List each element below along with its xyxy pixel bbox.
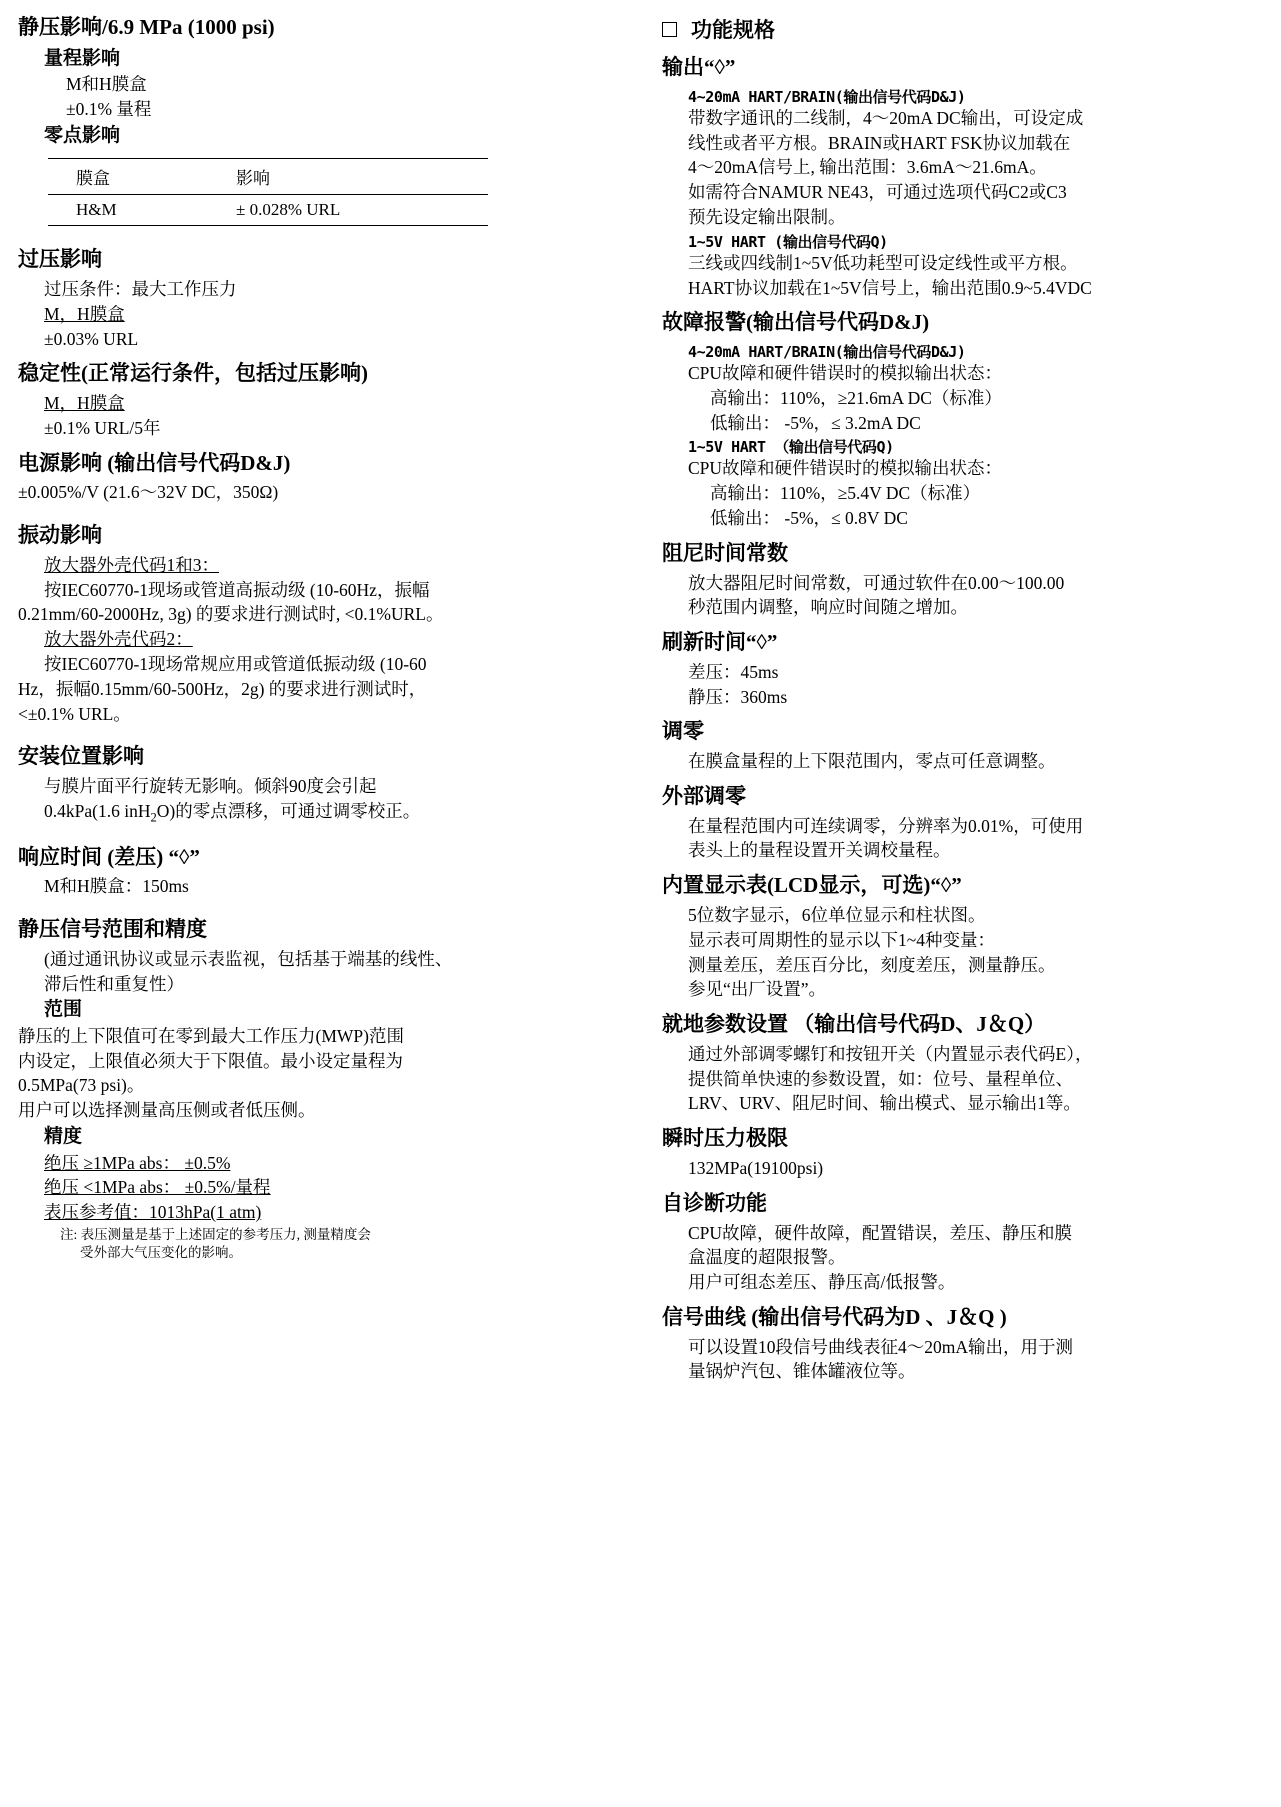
mounting-line-2-b: O)的零点漂移，可通过调零校正。 (156, 800, 421, 821)
sp-range-r1: 静压的上下限值可在零到最大工作压力(MWP)范围 (18, 1025, 404, 1046)
fault-alarm-line-1: CPU故障和硬件错误时的模拟输出状态： (688, 363, 1003, 384)
overpressure-title: 过压影响 (18, 247, 102, 272)
signal-curve-section (662, 1304, 1252, 1384)
table-cell-effect: ± 0.028% URL (206, 195, 488, 226)
sp-accuracy-line-1: 绝压 ≥1MPa abs： ±0.5% (44, 1152, 231, 1173)
update-time-title: 刷新时间“◊” (662, 630, 778, 655)
power-supply-title: 电源影响 (输出信号代码D&J) (18, 450, 291, 475)
stability-line-2: ±0.1% URL/5年 (44, 417, 161, 438)
sp-range-r2: 内设定，上限值必须大于下限值。最小设定量程为 (18, 1050, 403, 1071)
fault-alarm-subtitle-2: 1~5V HART （输出信号代码Q) (688, 438, 894, 457)
mounting-line-1: 与膜片面平行旋转无影响。倾斜90度会引起 (44, 776, 377, 797)
external-zero-line-2: 表头上的量程设置开关调校量程。 (688, 840, 951, 861)
fault-alarm-line-2: 高输出：110%，≥21.6mA DC（标准） (710, 387, 1002, 408)
fault-alarm-title: 故障报警(输出信号代码D&J) (662, 310, 930, 335)
damping-line-1: 放大器阻尼时间常数，可通过软件在0.00～100.00 (688, 572, 1065, 593)
zero-adjust-title: 调零 (662, 719, 704, 744)
lcd-line-4: 参见“出厂设置”。 (688, 979, 827, 1000)
response-time-title: 响应时间 (差压) “◊” (18, 844, 200, 869)
lcd-display-section (662, 872, 1252, 1002)
square-bullet-icon (662, 22, 677, 37)
response-time-section (18, 844, 608, 900)
mounting-position-section (18, 743, 608, 826)
vibration-section (18, 522, 608, 726)
self-diagnostics-section (662, 1190, 1252, 1295)
zero-effect-title: 零点影响 (44, 124, 121, 146)
output-line-6: 三线或四线制1~5V低功耗型可设定线性或平方根。 (688, 252, 1078, 273)
vibration-p1-line-1: 按IEC60770-1现场或管道高振动级 (10-60Hz，振幅 (44, 579, 430, 600)
vibration-p1-line-2: 0.21mm/60-2000Hz, 3g) 的要求进行测试时, <0.1%URL。 (18, 604, 444, 625)
sp-accuracy-note-1: 注: 表压测量是基于上述固定的参考压力, 测量精度会 (60, 1226, 371, 1242)
static-pressure-range-section (18, 916, 608, 1262)
power-supply-line-1: ±0.005%/V (21.6～32V DC，350Ω) (18, 482, 279, 503)
span-effect-line-1: M和H膜盒 (66, 74, 147, 95)
self-diagnostics-line-1: CPU故障，硬件故障，配置错误，差压、静压和膜 (688, 1222, 1073, 1243)
static-pressure-title: 静压影响/6.9 MPa (1000 psi) (18, 15, 275, 39)
mounting-line-2 (44, 800, 608, 827)
output-line-2: 线性或者平方根。BRAIN或HART FSK协议加载在 (688, 132, 1071, 153)
fault-alarm-line-6: 低输出： -5%，≤ 0.8V DC (710, 508, 908, 528)
fault-alarm-section (662, 309, 1252, 531)
table-row (48, 195, 488, 226)
transient-pressure-line-1: 132MPa(19100psi) (688, 1157, 824, 1178)
damping-section (662, 540, 1252, 620)
vibration-p2-line-3: <±0.1% URL。 (18, 703, 131, 724)
local-parameter-section (662, 1011, 1252, 1116)
fault-alarm-line-3: 低输出： -5%，≤ 3.2mA DC (710, 412, 921, 433)
span-effect-title: 量程影响 (44, 47, 121, 69)
self-diagnostics-line-3: 用户可组态差压、静压高/低报警。 (688, 1272, 956, 1293)
signal-curve-title: 信号曲线 (输出信号代码为D 、J＆Q ) (662, 1304, 1007, 1329)
update-time-section (662, 629, 1252, 709)
vibration-p2-line-1: 按IEC60770-1现场常规应用或管道低振动级 (10-60 (44, 654, 427, 675)
fault-alarm-subtitle-1: 4~20mA HART/BRAIN(输出信号代码D&J) (688, 343, 966, 362)
local-parameter-line-1: 通过外部调零螺钉和按钮开关（内置显示表代码E）， (688, 1043, 1093, 1064)
transient-pressure-section (662, 1125, 1252, 1181)
stability-line-1: M，H膜盒 (44, 393, 125, 414)
transient-pressure-title: 瞬时压力极限 (662, 1126, 788, 1151)
vibration-sub-1: 放大器外壳代码1和3： (44, 554, 219, 575)
output-section (662, 54, 1252, 300)
local-parameter-title: 就地参数设置 （输出信号代码D、J＆Q） (662, 1012, 1046, 1037)
external-zero-section (662, 783, 1252, 863)
local-parameter-line-3: LRV、URV、阻尼时间、输出模式、显示输出1等。 (688, 1093, 1081, 1114)
sp-range-r4: 用户可以选择测量高压侧或者低压侧。 (18, 1100, 316, 1121)
vibration-p2-line-2: Hz，振幅0.15mm/60-500Hz，2g) 的要求进行测试时， (18, 678, 427, 699)
sp-range-line-1: (通过通讯协议或显示表监视，包括基于端基的线性、 (44, 948, 453, 969)
functional-spec-heading (662, 14, 1252, 44)
zero-effect-table (48, 158, 488, 226)
table-header-capsule: 膜盒 (48, 159, 206, 195)
mounting-line-2-sub: 2 (150, 810, 157, 825)
mounting-position-title: 安装位置影响 (18, 744, 144, 769)
right-column (636, 14, 1252, 1807)
fault-alarm-line-5: 高输出：110%，≥5.4V DC（标准） (710, 483, 981, 504)
sp-range-title: 静压信号范围和精度 (18, 917, 207, 942)
stability-section (18, 360, 608, 440)
lcd-line-3: 测量差压，差压百分比，刻度差压，测量静压。 (688, 954, 1056, 975)
overpressure-line-3: ±0.03% URL (44, 328, 139, 349)
self-diagnostics-title: 自诊断功能 (662, 1190, 767, 1215)
table-header-row (48, 159, 488, 195)
overpressure-line-2: M，H膜盒 (44, 303, 125, 324)
table-header-effect: 影响 (206, 159, 488, 195)
signal-curve-line-2: 量锅炉汽包、锥体罐液位等。 (688, 1361, 916, 1382)
functional-spec-label: 功能规格 (691, 18, 775, 42)
update-time-line-2: 静压：360ms (688, 686, 788, 707)
output-subtitle-1: 4~20mA HART/BRAIN(输出信号代码D&J) (688, 87, 966, 106)
fault-alarm-line-4: CPU故障和硬件错误时的模拟输出状态： (688, 458, 1003, 479)
zero-adjust-line-1: 在膜盒量程的上下限范围内，零点可任意调整。 (688, 751, 1056, 772)
output-line-1: 带数字通讯的二线制，4～20mA DC输出，可设定成 (688, 107, 1084, 128)
output-line-5: 预先设定输出限制。 (688, 206, 846, 227)
lcd-line-1: 5位数字显示，6位单位显示和柱状图。 (688, 904, 986, 925)
sp-accuracy-line-2: 绝压 <1MPa abs： ±0.5%/量程 (44, 1177, 271, 1198)
vibration-sub-2: 放大器外壳代码2： (44, 629, 193, 650)
lcd-display-title: 内置显示表(LCD显示，可选)“◊” (662, 873, 962, 898)
sp-range-r3: 0.5MPa(73 psi)。 (18, 1075, 145, 1096)
output-subtitle-2: 1~5V HART (输出信号代码Q) (688, 232, 888, 251)
output-title: 输出“◊” (662, 55, 736, 79)
external-zero-line-1: 在量程范围内可连续调零，分辨率为0.01%，可使用 (688, 815, 1084, 836)
table-cell-capsule: H&M (48, 195, 206, 226)
span-effect-line-2: ±0.1% 量程 (66, 98, 152, 119)
damping-line-2: 秒范围内调整，响应时间随之增加。 (688, 597, 968, 618)
vibration-title: 振动影响 (18, 523, 102, 548)
signal-curve-line-1: 可以设置10段信号曲线表征4～20mA输出，用于测 (688, 1336, 1073, 1357)
lcd-line-2: 显示表可周期性的显示以下1~4种变量： (688, 929, 995, 950)
power-supply-section (18, 450, 608, 506)
update-time-line-1: 差压：45ms (688, 661, 779, 682)
output-line-4: 如需符合NAMUR NE43，可通过选项代码C2或C3 (688, 182, 1067, 203)
response-time-line-1: M和H膜盒：150ms (44, 876, 189, 897)
overpressure-line-1: 过压条件：最大工作压力 (44, 278, 237, 299)
self-diagnostics-line-2: 盒温度的超限报警。 (688, 1247, 846, 1268)
sp-accuracy-title: 精度 (44, 1126, 83, 1148)
mounting-line-2-a: 0.4kPa(1.6 inH (44, 800, 151, 821)
sp-range-line-2: 滞后性和重复性） (44, 973, 184, 994)
left-column (18, 14, 608, 1807)
static-pressure-section (18, 14, 608, 226)
zero-adjust-section (662, 718, 1252, 774)
output-line-7: HART协议加载在1~5V信号上，输出范围0.9~5.4VDC (688, 277, 1092, 298)
local-parameter-line-2: 提供简单快速的参数设置，如：位号、量程单位、 (688, 1068, 1073, 1089)
sp-accuracy-line-3: 表压参考值：1013hPa(1 atm) (44, 1202, 262, 1223)
sp-accuracy-note-2: 受外部大气压变化的影响。 (80, 1245, 242, 1261)
stability-title: 稳定性(正常运行条件，包括过压影响) (18, 361, 368, 386)
damping-title: 阻尼时间常数 (662, 540, 788, 565)
external-zero-title: 外部调零 (662, 783, 746, 808)
sp-range-sub-title: 范围 (44, 999, 83, 1021)
overpressure-section (18, 246, 608, 351)
output-line-3: 4～20mA信号上, 输出范围：3.6mA～21.6mA。 (688, 157, 1047, 178)
